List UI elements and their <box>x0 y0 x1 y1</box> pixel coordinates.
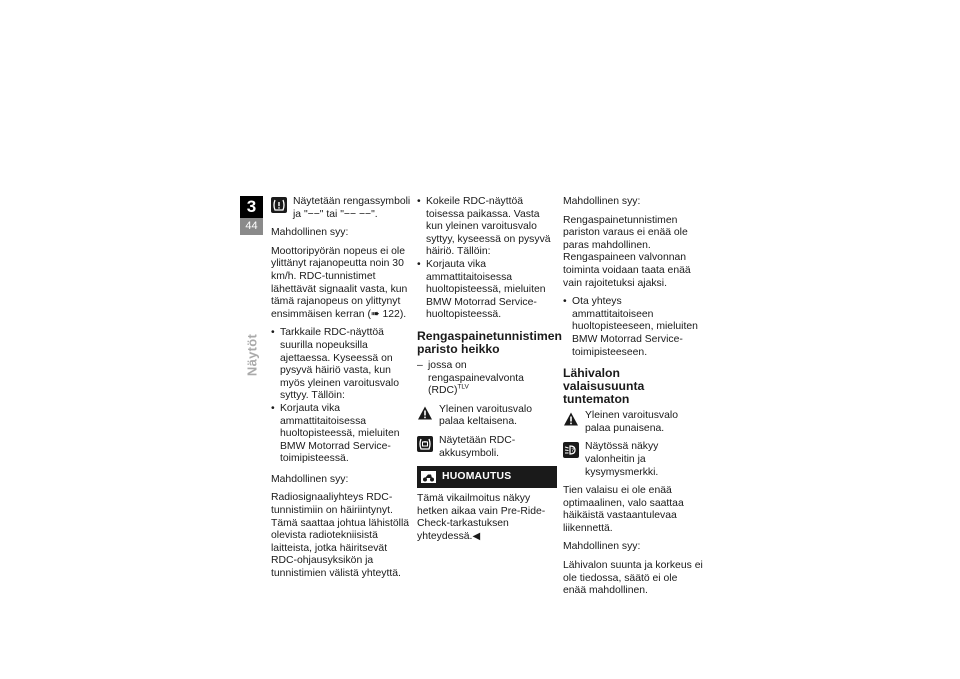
warning-row <box>417 404 557 429</box>
battery-row <box>417 435 557 460</box>
tire-pressure-icon <box>271 197 287 213</box>
end-mark: ◀ <box>472 530 481 542</box>
tire-symbol-text: Näytetään rengassymboli ja "−−" tai "−− −−". <box>293 196 411 220</box>
battery-text: Näytetään RDC-akkusymboli. <box>439 434 516 459</box>
list-item: • Korjauta vika ammattitaitoisessa huoltopisteessä, mieluiten BMW Motorrad Service-toimipisteessä. <box>271 403 411 466</box>
section-label-text: Näytöt <box>244 333 260 377</box>
headlight-text: Näytössä näkyy valonheitin ja kysymysmerkki. <box>585 441 659 478</box>
headlight-info: Tien valaisu ei ole enää optimaalinen, valo saattaa häikäistä vastaantulevaa liikennettä. <box>563 485 684 534</box>
headlight-row <box>563 441 703 479</box>
tire-symbol-row <box>271 196 411 221</box>
column-2 <box>417 196 562 549</box>
section-label <box>241 320 263 390</box>
action-list-3 <box>563 296 703 359</box>
rdc-condition-text: jossa on rengaspainevalvonta (RDC) <box>428 359 524 397</box>
note-motorcycle-icon <box>421 471 436 483</box>
warning-triangle-icon <box>417 405 433 421</box>
list-item: • Kokeile RDC-näyttöä toisessa paikassa. Vasta kun yleinen varoitusvalo syttyy, kyseessä on pysyvä häiriö. Tällöin: <box>417 196 557 259</box>
page-number: 44 <box>240 218 263 235</box>
column-1 <box>271 196 411 587</box>
note-text <box>417 493 557 543</box>
battery-heading: Rengaspainetunnistimen paristo heikko <box>417 328 562 356</box>
chapter-tab <box>240 196 263 235</box>
action-list-2 <box>417 196 557 322</box>
headlight-question-icon <box>563 442 579 458</box>
cause-heading-2: Mahdollinen syy: <box>271 473 349 485</box>
red-warning-text: Yleinen varoitusvalo palaa punaisena. <box>585 410 678 434</box>
cause-heading-4: Mahdollinen syy: <box>563 541 641 553</box>
rdc-battery-icon <box>417 436 433 452</box>
cause-text-4: Lähivalon suunta ja korkeus ei ole tiedossa, säätö ei ole enää mahdollinen. <box>563 560 703 597</box>
chapter-number: 3 <box>240 196 263 218</box>
note-banner <box>417 466 557 488</box>
cause-heading-1: Mahdollinen syy: <box>271 227 349 239</box>
cause-heading-3: Mahdollinen syy: <box>563 196 641 207</box>
note-label: HUOMAUTUS <box>442 470 512 482</box>
column-3 <box>563 196 703 604</box>
action-list-1 <box>271 327 411 466</box>
cause-text-3: Rengaspainetunnistimen pariston varaus ei enää ole paras mahdollinen. Rengaspaineen valvonnan toiminta voidaan taata enää vain rajoitetuksi ajaksi. <box>563 214 691 289</box>
rdc-condition <box>417 360 557 398</box>
cause-text-1: Moottoripyörän nopeus ei ole ylittänyt rajanopeutta noin 30 km/h. RDC-tunnistimet lähettävät signaalit vasta, kun tämä rajanopeus on ylittynyt ensimmäisen kerran (➠ 122). <box>271 245 408 320</box>
list-item: • Korjauta vika ammattitaitoisessa huoltopisteessä, mieluiten BMW Motorrad Service-huoltopisteessä. <box>417 259 557 322</box>
red-warning-row <box>563 410 703 435</box>
cause-text-2: Radiosignaaliyhteys RDC-tunnistimiin on häiriintynyt. Tämä saattaa johtua lähistöllä olevista radiotekniisistä laitteista, jotka häiritsevät RDC-ohjausyksikön ja tunnistimien välistä yhteyttä. <box>271 492 410 580</box>
tlv-sup: TLV <box>457 383 469 391</box>
headlight-heading: Lähivalon valaisusuunta tuntematon <box>563 366 645 407</box>
list-item: • Ota yhteys ammattitaitoiseen huoltopisteeseen, mieluiten BMW Motorrad Service-toimipisteeseen. <box>563 296 703 359</box>
svg-text:?: ? <box>571 448 575 455</box>
note-body: Tämä vikailmoitus näkyy hetken aikaa vain Pre-Ride-Check-tarkastuksen yhteydessä. <box>417 493 546 542</box>
list-item: • Tarkkaile RDC-näyttöä suurilla nopeuksilla ajettaessa. Kyseessä on pysyvä häiriö vasta, kun myös yleinen varoitusvalo syttyy. Tällöin: <box>271 327 411 403</box>
warning-text: Yleinen varoitusvalo palaa keltaisena. <box>439 403 532 428</box>
warning-triangle-icon <box>563 411 579 427</box>
